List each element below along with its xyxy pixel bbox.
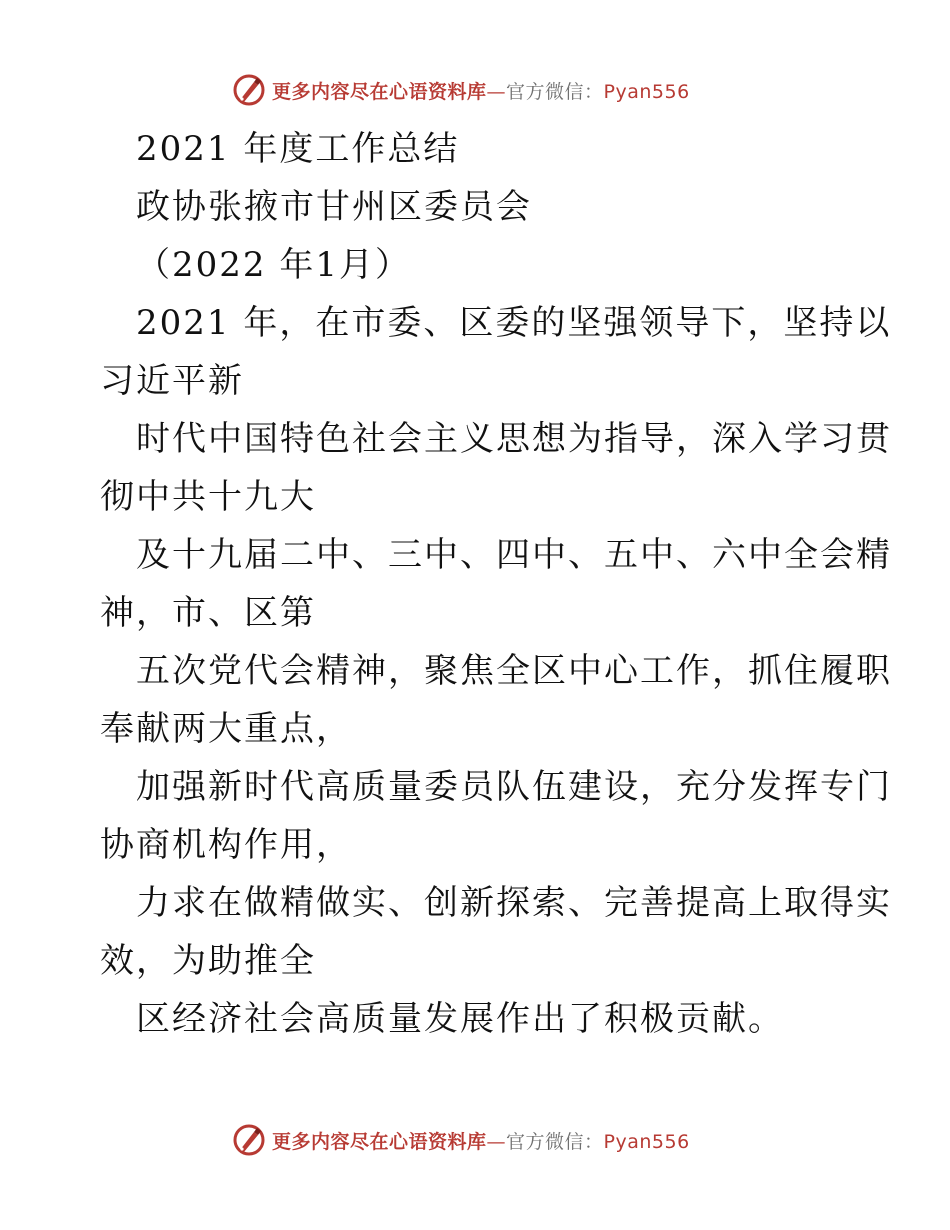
- pen-logo-icon: [232, 1123, 266, 1157]
- document-date: （2022 年1月）: [136, 245, 411, 285]
- paragraph-line: 彻中共十九大: [100, 477, 316, 517]
- paragraph-line: 神，市、区第: [100, 593, 316, 633]
- document-organization: 政协张掖市甘州区委员会: [136, 187, 532, 227]
- paragraph-line: 协商机构作用，: [100, 825, 352, 865]
- paragraph-line: 效，为助推全: [100, 941, 316, 981]
- document-title: 2021 年度工作总结: [136, 129, 460, 169]
- watermark-header: [232, 72, 690, 108]
- watermark-channel: 官方微信：: [506, 80, 604, 103]
- watermark-brand: 更多内容尽在心语资料库: [272, 1130, 487, 1153]
- paragraph-line: 时代中国特色社会主义思想为指导，深入学习贯: [136, 419, 892, 459]
- paragraph-line: 及十九届二中、三中、四中、五中、六中全会精: [136, 535, 892, 575]
- paragraph-line: 奉献两大重点，: [100, 709, 352, 749]
- paragraph-line: 力求在做精做实、创新探索、完善提高上取得实: [136, 883, 892, 923]
- watermark-brand: 更多内容尽在心语资料库: [272, 80, 487, 103]
- paragraph-line: 习近平新: [100, 361, 244, 401]
- paragraph-line: 区经济社会高质量发展作出了积极贡献。: [136, 999, 784, 1039]
- paragraph-line: 五次党代会精神，聚焦全区中心工作，抓住履职: [136, 651, 892, 691]
- document-body: [100, 120, 892, 1048]
- pen-logo-icon: [232, 73, 266, 107]
- watermark-id: Pyan556: [603, 1130, 690, 1153]
- watermark-dash: —: [486, 80, 507, 103]
- watermark-footer: [232, 1122, 690, 1158]
- watermark-channel: 官方微信：: [506, 1130, 604, 1153]
- watermark-id: Pyan556: [603, 80, 690, 103]
- paragraph-line: 2021 年，在市委、区委的坚强领导下，坚持以: [136, 303, 892, 343]
- watermark-dash: —: [486, 1130, 507, 1153]
- paragraph-line: 加强新时代高质量委员队伍建设，充分发挥专门: [136, 767, 892, 807]
